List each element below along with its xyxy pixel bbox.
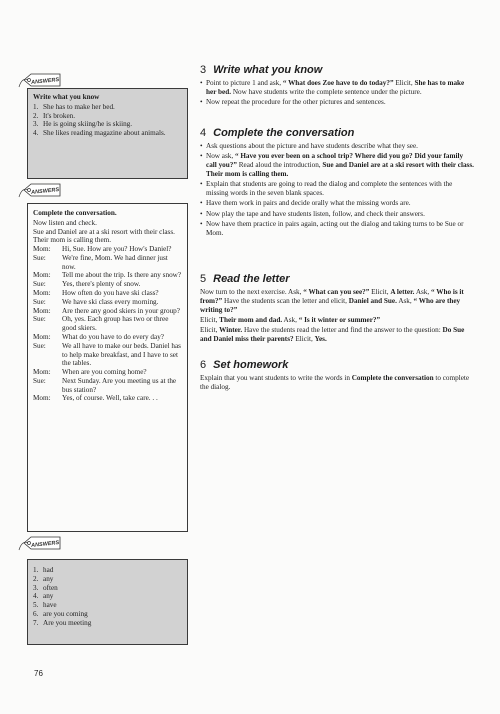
answers-label: ANSWERS (30, 187, 60, 196)
paragraph: Elicit, Winter. Have the students read the letter and find the answer to the question: Do Sue and Daniel miss their parents? Elicit, Yes. (200, 326, 465, 344)
list-item: 5. have (33, 601, 57, 610)
list-item: • Explain that students are going to read the dialog and complete the sentences with the missing words in the seven blank spaces. (200, 180, 474, 198)
section-read-the-letter (200, 273, 474, 345)
dialog-line: Mom: Hi, Sue. How are you? How's Daniel? (33, 245, 172, 254)
box-title: Complete the conversation. (33, 209, 117, 217)
dialog-line: Sue: We're fine, Mom. We had dinner just now. (33, 253, 168, 271)
box-intro: Sue and Daniel are at a ski resort with their class. Their mom is calling them. (33, 227, 175, 245)
dialog-line: Mom: When are you coming home? (33, 368, 147, 377)
section-heading: 5 Read the letter (200, 273, 290, 285)
answers-tag-icon (18, 182, 62, 198)
answers-badge (18, 182, 62, 198)
answer-list (33, 566, 182, 627)
dialog-line: Mom: Are there any good skiers in your group? (33, 306, 180, 315)
instruction-list (200, 142, 474, 237)
paragraph: Now turn to the next exercise. Ask, “ What can you see?” Elicit, A letter. Ask, “ Who is it from?” Have the students scan the letter and elicit, Daniel and Sue. Ask, “ Who are they writing to?” (200, 288, 464, 314)
list-item: 6. are you coming (33, 609, 88, 618)
instruction-list (200, 79, 474, 107)
list-item: 2. It's broken. (33, 111, 76, 120)
list-item: 3. often (33, 583, 58, 592)
answers-tag-icon (18, 72, 62, 88)
box-intro: Now listen and check. (33, 218, 97, 227)
dialog-line: Sue: Oh, yes. Each group has two or three good skiers. (33, 315, 169, 333)
list-item: • Now play the tape and have students listen, follow, and check their answers. (200, 210, 474, 219)
dialog-line: Sue: We all have to make our beds. Daniel has to help make breakfast, and I have to set the tables. (33, 341, 181, 368)
section-heading: 3 Write what you know (200, 64, 323, 76)
list-item: • Ask questions about the picture and have students describe what they see. (200, 142, 474, 151)
section-heading: 4 Complete the conversation (200, 127, 355, 139)
list-item: 4. any (33, 592, 54, 601)
list-item: • Now ask, “ Have you ever been on a school trip? Where did you go? Did your family call you?” Read aloud the introduction, Sue and Daniel are at a ski resort with their class. Their mom is calling them. (200, 152, 474, 178)
section-complete-conversation (200, 127, 474, 239)
dialog-line: Mom: How often do you have ski class? (33, 289, 159, 298)
section-heading: 6 Set homework (200, 359, 289, 371)
list-item: 7. Are you meeting (33, 618, 92, 627)
answers-box-write-what-you-know (27, 88, 188, 179)
answers-label: ANSWERS (30, 540, 60, 549)
section-write-what-you-know (200, 64, 474, 109)
dialog-line: Mom: What do you have to do every day? (33, 332, 164, 341)
list-item: 1. She has to make her bed. (33, 102, 115, 111)
answers-label: ANSWERS (30, 77, 60, 86)
list-item: 4. She likes reading magazine about animals. (33, 129, 166, 138)
paragraph: Elicit, Their mom and dad. Ask, “ Is it winter or summer?” (200, 316, 381, 325)
page-number: 76 (34, 669, 43, 678)
answers-tag-icon (18, 535, 62, 551)
dialog-line: Mom: Yes, of course. Well, take care. . . (33, 394, 158, 403)
dialog (33, 245, 182, 403)
list-item: 1. had (33, 566, 54, 574)
answer-list (33, 103, 182, 138)
answers-badge (18, 535, 62, 551)
dialog-line: Mom: Tell me about the trip. Is there any snow? (33, 271, 182, 280)
section-set-homework (200, 359, 474, 393)
answers-badge (18, 72, 62, 88)
list-item: 2. any (33, 574, 54, 583)
dialog-line: Sue: Yes, there's plenty of snow. (33, 280, 141, 289)
paragraph: Explain that you want students to write the words in Complete the conversation to complete the dialog. (200, 374, 470, 391)
dialog-line: Sue: We have ski class every morning. (33, 297, 159, 306)
list-item: • Now have them practice in pairs again, acting out the dialog and taking turns to be Sue or Mom. (200, 220, 474, 238)
list-item: • Have them work in pairs and decide orally what the missing words are. (200, 199, 474, 208)
answers-box-complete-conversation (27, 203, 188, 532)
list-item: • Point to picture 1 and ask, “ What does Zoe have to do today?” Elicit, She has to make her bed. Now have students write the complete sentence under the picture. (200, 79, 474, 97)
list-item: • Now repeat the procedure for the other pictures and sentences. (200, 98, 474, 107)
box-title: Write what you know (33, 93, 100, 101)
answers-box-missing-words (27, 559, 188, 645)
list-item: 3. He is going skiing/he is skiing. (33, 120, 133, 129)
dialog-line: Sue: Next Sunday. Are you meeting us at the bus station? (33, 376, 177, 394)
